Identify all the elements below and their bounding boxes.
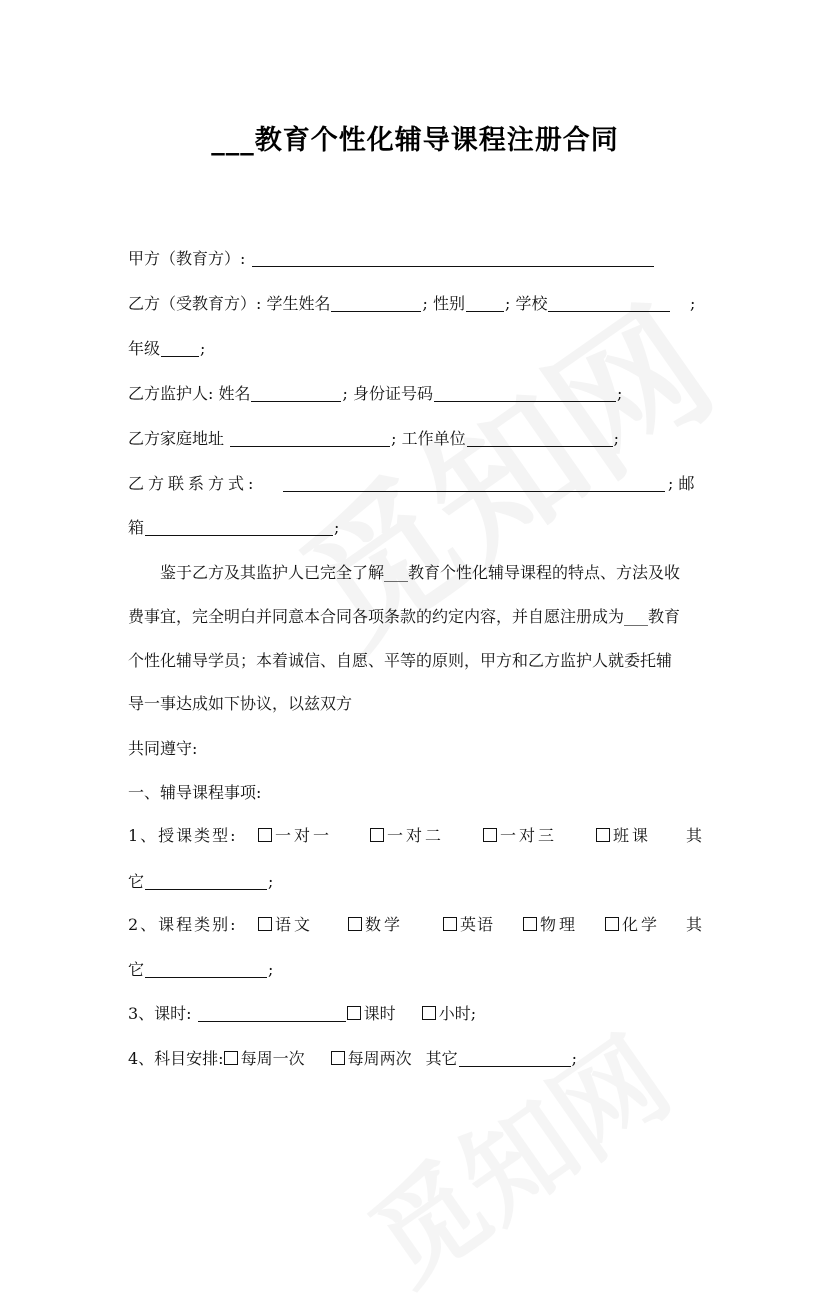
preamble-line-2: 费事宜，完全明白并同意本合同各项条款的约定内容，并自愿注册成为___教育 bbox=[128, 607, 681, 626]
preamble-line-3: 个性化辅导学员；本着诚信、自愿、平等的原则，甲方和乙方监护人就委托辅 bbox=[128, 651, 673, 670]
checkbox-icon[interactable] bbox=[331, 1051, 345, 1065]
item-4-label: 4、科目安排: bbox=[128, 1049, 224, 1068]
item-4-opt-2: 每周两次 bbox=[347, 1049, 412, 1068]
contact-line-blank-wrap bbox=[282, 474, 666, 494]
item-1-label: 1、授课类型: bbox=[128, 826, 238, 845]
guardian-line bbox=[128, 384, 622, 404]
document-title: ___教育个性化辅导课程注册合同 bbox=[211, 125, 619, 156]
item-2-opt-4[interactable]: 物理 bbox=[523, 915, 578, 935]
gender-label: ; 性别 bbox=[422, 294, 465, 313]
item-3-opt-2: 小时; bbox=[438, 1004, 477, 1023]
mail-line bbox=[128, 518, 339, 538]
party-a-blank[interactable] bbox=[252, 250, 654, 267]
grade-line bbox=[128, 339, 205, 359]
hours-blank[interactable] bbox=[198, 1005, 346, 1022]
student-name-blank[interactable] bbox=[331, 295, 421, 312]
guardian-label: 乙方监护人: 姓名 bbox=[128, 384, 251, 403]
checkbox-icon[interactable] bbox=[258, 917, 272, 931]
work-label: ; 工作单位 bbox=[391, 429, 466, 448]
item-2-other-line bbox=[128, 960, 273, 980]
item-4-opt-1: 每周一次 bbox=[240, 1049, 305, 1068]
item-2-other-1: 其 bbox=[686, 915, 703, 934]
item-1-other-line bbox=[128, 872, 273, 892]
item-4-line bbox=[128, 1049, 577, 1069]
item-1-opt-2[interactable]: 一对二 bbox=[370, 826, 444, 846]
id-label: ; 身份证号码 bbox=[342, 384, 433, 403]
item-1-other-2: 它 bbox=[128, 872, 145, 891]
item-2-label: 2、课程类别: bbox=[128, 915, 238, 934]
checkbox-icon[interactable] bbox=[347, 1006, 361, 1020]
preamble-line-5: 共同遵守: bbox=[128, 739, 198, 758]
gender-blank[interactable] bbox=[466, 295, 504, 312]
guardian-name-blank[interactable] bbox=[251, 385, 341, 402]
item-1-other-1: 其 bbox=[686, 826, 703, 845]
guardian-end: ; bbox=[616, 384, 623, 403]
mail-end: ; bbox=[334, 518, 340, 537]
preamble-line-4: 导一事达成如下协议，以兹双方 bbox=[128, 694, 353, 713]
party-a-label: 甲方（教育方）: bbox=[128, 249, 246, 268]
party-a-line bbox=[128, 249, 655, 269]
checkbox-icon[interactable] bbox=[224, 1051, 238, 1065]
item-3-label: 3、课时: bbox=[128, 1004, 192, 1023]
grade-end: ; bbox=[200, 339, 206, 358]
id-number-blank[interactable] bbox=[434, 385, 616, 402]
item-1-end: ; bbox=[268, 872, 274, 891]
contact-label: 乙方联系方式: bbox=[128, 474, 258, 493]
preamble-line-1: 鉴于乙方及其监护人已完全了解___教育个性化辅导课程的特点、方法及收 bbox=[160, 563, 681, 582]
checkbox-icon[interactable] bbox=[258, 828, 272, 842]
grade-blank[interactable] bbox=[161, 340, 199, 357]
party-b-label: 乙方（受教育方）: 学生姓名 bbox=[128, 294, 331, 313]
checkbox-icon[interactable] bbox=[605, 917, 619, 931]
item-1-opt-4[interactable]: 班课 bbox=[596, 826, 651, 846]
item-2-opt-1[interactable]: 语文 bbox=[258, 915, 313, 935]
item-1-opt-1[interactable]: 一对一 bbox=[258, 826, 332, 846]
item-4-other-blank[interactable] bbox=[459, 1050, 571, 1067]
party-b-end: ; bbox=[690, 294, 696, 313]
checkbox-icon[interactable] bbox=[483, 828, 497, 842]
item-3-line bbox=[128, 1004, 476, 1024]
mail-blank[interactable] bbox=[145, 519, 333, 536]
checkbox-icon[interactable] bbox=[348, 917, 362, 931]
checkbox-icon[interactable] bbox=[443, 917, 457, 931]
item-2-opt-2[interactable]: 数学 bbox=[348, 915, 403, 935]
item-4-other: 其它 bbox=[425, 1049, 458, 1068]
checkbox-icon[interactable] bbox=[422, 1006, 436, 1020]
item-1-opt-3[interactable]: 一对三 bbox=[483, 826, 557, 846]
party-b-line: 乙方（受教育方）: 学生姓名 ; 性别 ; 学校 bbox=[128, 294, 671, 314]
item-3-opt-1: 课时 bbox=[363, 1004, 396, 1023]
address-blank[interactable] bbox=[230, 430, 390, 447]
item-2-end: ; bbox=[268, 960, 274, 979]
checkbox-icon[interactable] bbox=[523, 917, 537, 931]
checkbox-icon[interactable] bbox=[370, 828, 384, 842]
item-2-opt-5[interactable]: 化学 bbox=[605, 915, 660, 935]
item-4-end: ; bbox=[571, 1049, 578, 1068]
item-2-opt-3[interactable]: 英语 bbox=[443, 915, 494, 935]
contact-blank[interactable] bbox=[283, 475, 665, 492]
mail-label-2: 箱 bbox=[128, 518, 145, 537]
checkbox-icon[interactable] bbox=[596, 828, 610, 842]
item-2-other-blank[interactable] bbox=[145, 961, 267, 978]
school-blank[interactable] bbox=[548, 295, 670, 312]
address-end: ; bbox=[613, 429, 619, 448]
mail-label-1: ; 邮 bbox=[668, 474, 695, 493]
grade-label: 年级 bbox=[128, 339, 161, 358]
item-2-other-2: 它 bbox=[128, 960, 145, 979]
section-1-heading: 一、辅导课程事项: bbox=[128, 783, 262, 802]
watermark-bottom bbox=[335, 995, 696, 1313]
item-1-other-blank[interactable] bbox=[145, 873, 267, 890]
work-blank[interactable] bbox=[467, 430, 613, 447]
address-line bbox=[128, 429, 619, 449]
address-label: 乙方家庭地址 bbox=[128, 429, 225, 448]
